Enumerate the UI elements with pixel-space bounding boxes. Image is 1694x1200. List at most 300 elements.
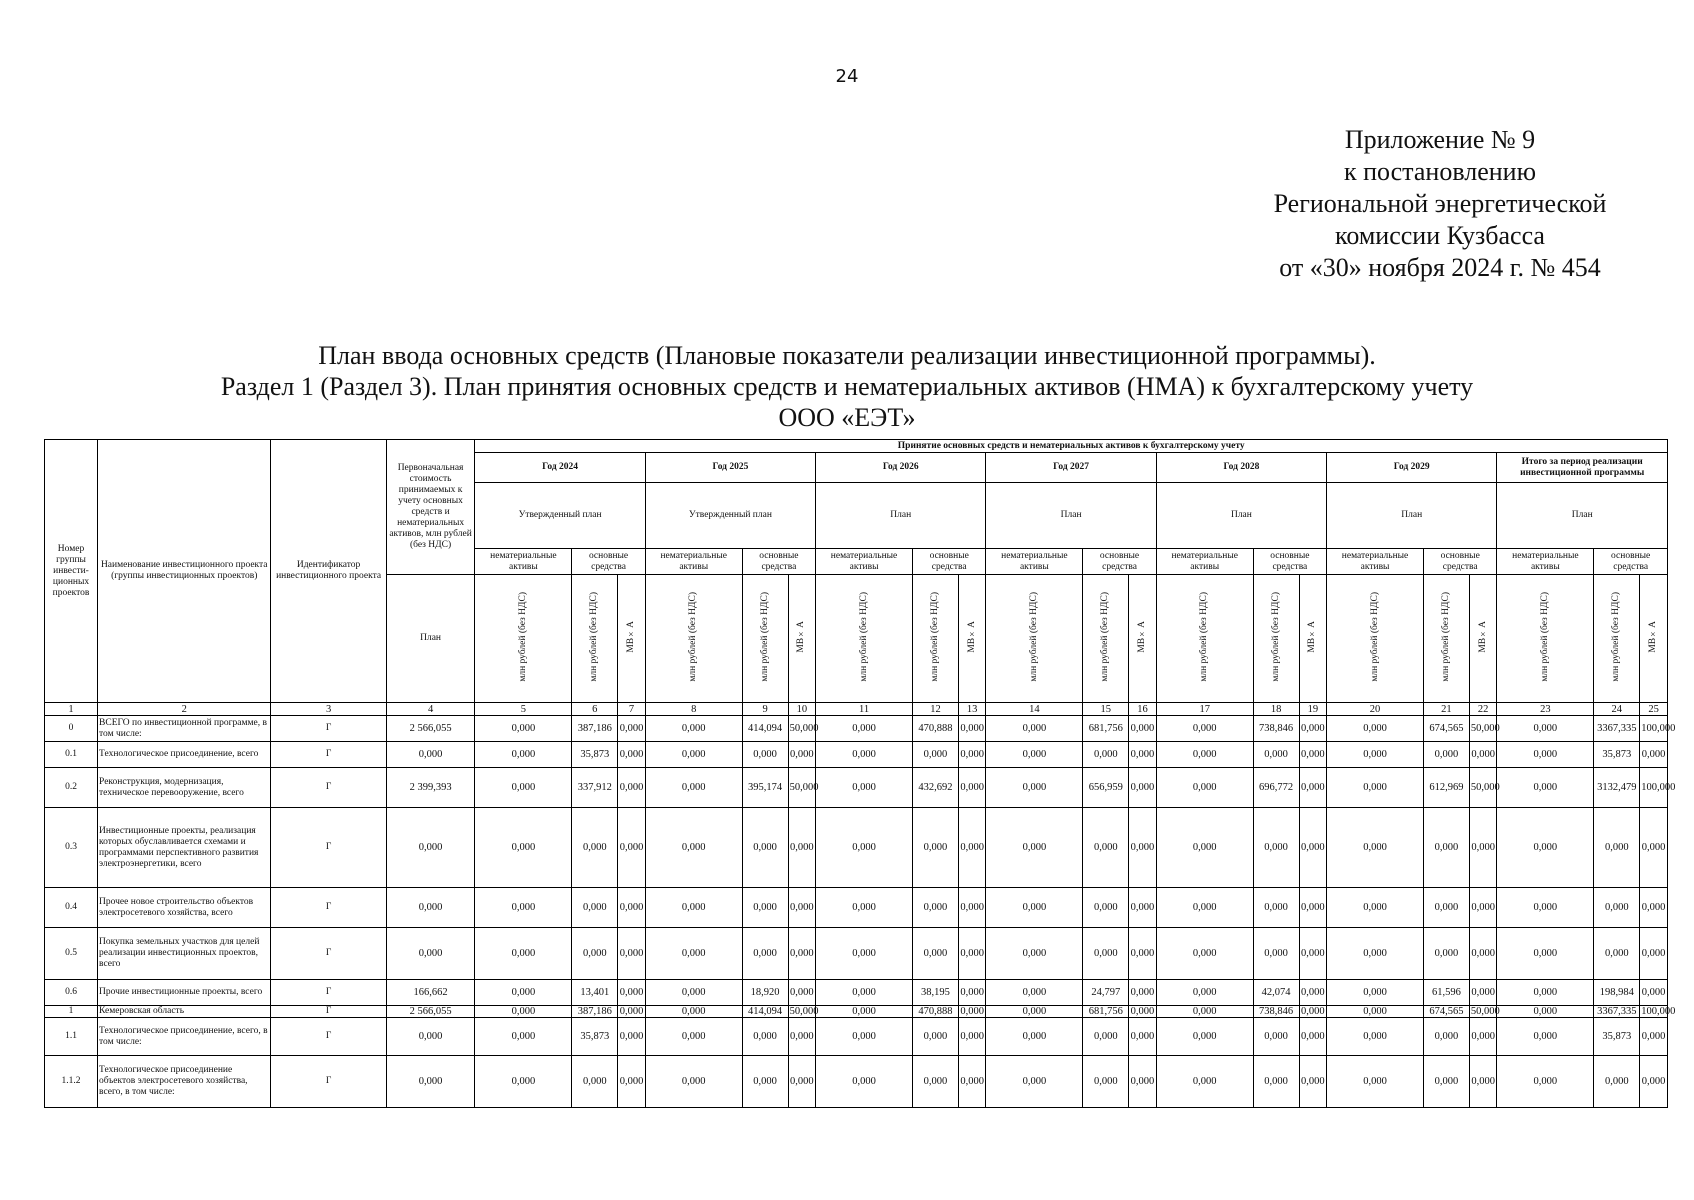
row-value: 0,000 [913,808,959,888]
row-value: 0,000 [1640,808,1668,888]
unit-label: МВ×А [626,620,636,653]
row-identifier: Г [271,980,386,1006]
header-year: Год 2025 [645,453,815,483]
unit-label: МВ×А [966,620,977,653]
row-value: 0,000 [742,1018,788,1056]
column-number: 10 [788,703,816,716]
row-value: 0,000 [1327,888,1424,928]
row-identifier: Г [271,768,386,808]
row-value: 0,000 [1083,742,1129,768]
row-value: 0,000 [1594,928,1640,980]
row-identifier: Г [271,808,386,888]
row-value: 337,912 [572,768,618,808]
header-year: Год 2024 [475,453,645,483]
table-row [45,768,1668,808]
header-project-id: Идентификатор инвестиционного проекта [271,440,386,703]
header-fixed-assets: основные средства [572,549,645,575]
header-intangible-assets: нематериальные активы [816,549,913,575]
title-line: План ввода основных средств (Плановые показатели реализации инвестиционной программы). [318,341,1376,370]
row-value: 0,000 [1301,1006,1325,1017]
header-unit-mva [958,575,986,703]
row-value: 0,000 [1156,1056,1253,1108]
row-value: 387,186 [572,716,618,742]
row-name: ВСЕГО по инвестиционной программе, в том числе: [98,716,271,742]
row-value: 0,000 [1253,1018,1299,1056]
row-value: 0,000 [618,1018,646,1056]
table-row [45,1018,1668,1056]
column-number: 25 [1640,703,1668,716]
row-value: 0,000 [1497,1056,1594,1108]
row-value: 0,000 [1423,1056,1469,1108]
table-row [45,928,1668,980]
unit-label: млн рублей (без НДС) [1539,591,1550,682]
row-value: 0,000 [618,716,646,742]
row-value: 0,000 [816,980,913,1006]
column-number: 14 [986,703,1083,716]
header-unit-mln [1083,575,1129,703]
row-value: 0,000 [619,1006,644,1017]
row-value: 198,984 [1594,980,1640,1006]
row-value: 100,000 [1640,716,1668,742]
row-number: 0 [45,716,98,742]
row-number: 1 [45,1006,98,1018]
page-number: 24 [835,66,859,87]
row-value: 0,000 [475,1056,572,1108]
row-value: 395,174 [742,768,788,808]
row-value: 0,000 [1299,768,1327,808]
header-unit-mln [1156,575,1253,703]
unit-label: млн рублей (без НДС) [759,591,770,682]
row-value: 0,000 [1156,888,1253,928]
column-number: 19 [1299,703,1327,716]
row-value: 0,000 [742,742,788,768]
row-value: 0,000 [1299,808,1327,888]
row-identifier: Г [271,742,386,768]
row-value: 0,000 [958,768,986,808]
row-value: 0,000 [958,808,986,888]
row-value: 0,000 [1423,928,1469,980]
row-number: 0.6 [45,980,98,1006]
row-number: 0.1 [45,742,98,768]
column-number: 3 [271,703,386,716]
header-unit-mva [1299,575,1327,703]
row-value: 0,000 [1423,888,1469,928]
header-unit-mln [572,575,618,703]
row-value: 0,000 [1327,980,1424,1006]
row-value: 0,000 [1497,1018,1594,1056]
unit-label: млн рублей (без НДС) [1440,591,1451,682]
header-plan-type: План [986,483,1156,549]
row-value: 24,797 [1083,980,1129,1006]
row-name: Технологическое присоединение, всего [98,742,271,768]
row-value: 50,000 [789,1006,819,1017]
header-intangible-assets: нематериальные активы [986,549,1083,575]
row-value: 0,000 [1640,1056,1668,1108]
row-value: 0,000 [1469,980,1497,1006]
row-initial-cost: 2 399,393 [386,768,475,808]
row-value: 0,000 [475,888,572,928]
unit-label: МВ×А [796,620,807,653]
row-identifier: Г [271,928,386,980]
row-value: 0,000 [572,928,618,980]
row-value: 0,000 [1327,716,1424,742]
column-number: 18 [1253,703,1299,716]
unit-label: млн рублей (без НДС) [688,591,699,682]
row-value: 0,000 [1327,808,1424,888]
header-unit-mln [1497,575,1594,703]
table-row [45,888,1668,928]
row-value: 0,000 [788,980,816,1006]
header-plan-type: План [1497,483,1668,549]
column-number: 21 [1423,703,1469,716]
row-value: 3367,335 [1594,716,1640,742]
row-value: 0,000 [816,1018,913,1056]
row-value: 38,195 [913,980,959,1006]
row-value: 0,000 [1594,808,1640,888]
row-value: 0,000 [1423,742,1469,768]
row-value: 0,000 [1129,742,1157,768]
row-value: 696,772 [1253,768,1299,808]
row-value: 0,000 [1299,888,1327,928]
row-value: 0,000 [986,768,1083,808]
header-year: Итого за период реализации инвестиционной программы [1497,453,1668,483]
row-value: 50,000 [788,716,816,742]
row-value: 0,000 [475,742,572,768]
row-value: 0,000 [1469,928,1497,980]
row-number: 0.4 [45,888,98,928]
header-acceptance: Принятие основных средств и нематериальных активов к бухгалтерскому учету [475,440,1668,453]
row-value: 0,000 [1156,980,1253,1006]
row-name: Технологическое присоединение, всего, в том числе: [98,1018,271,1056]
table-row [45,808,1668,888]
row-value: 0,000 [1469,1056,1497,1108]
row-name: Реконструкция, модернизация, техническое перевооружение, всего [98,768,271,808]
row-value: 0,000 [788,1056,816,1108]
row-value: 0,000 [1497,808,1594,888]
row-value: 35,873 [1594,1018,1640,1056]
row-value: 0,000 [1156,1006,1253,1018]
row-value: 0,000 [788,742,816,768]
column-number: 13 [958,703,986,716]
column-number: 6 [572,703,618,716]
appendix-line: Региональной энергетической [1273,189,1607,218]
row-value: 0,000 [1497,928,1594,980]
header-unit-mln [816,575,913,703]
header-unit-mln [475,575,572,703]
header-unit-mva [1469,575,1497,703]
row-value: 0,000 [1497,1006,1594,1018]
row-value: 0,000 [788,888,816,928]
header-year: Год 2026 [816,453,986,483]
unit-label: млн рублей (без НДС) [858,591,869,682]
row-value: 0,000 [1640,928,1668,980]
row-value: 0,000 [1083,808,1129,888]
row-identifier: Г [271,1056,386,1108]
row-value: 0,000 [1423,1018,1469,1056]
row-initial-cost: 0,000 [386,808,475,888]
row-value: 674,565 [1423,1006,1469,1018]
column-number: 17 [1156,703,1253,716]
row-value: 0,000 [572,1056,618,1108]
row-value: 0,000 [645,1056,742,1108]
row-value: 0,000 [1594,1056,1640,1108]
row-value: 0,000 [1640,1018,1668,1056]
row-value: 0,000 [986,980,1083,1006]
row-value: 0,000 [1129,1018,1157,1056]
header-plan-type: Утвержденный план [475,483,645,549]
row-initial-cost: 0,000 [386,928,475,980]
row-value: 0,000 [1156,742,1253,768]
row-value: 0,000 [475,808,572,888]
row-value: 0,000 [1423,808,1469,888]
row-value: 0,000 [1497,888,1594,928]
row-value: 432,692 [913,768,959,808]
row-value: 0,000 [1129,1056,1157,1108]
row-value: 0,000 [958,928,986,980]
row-value: 0,000 [645,768,742,808]
row-initial-cost: 0,000 [386,888,475,928]
investment-plan-table [44,439,1676,1108]
row-initial-cost: 0,000 [386,1056,475,1108]
row-identifier: Г [271,888,386,928]
row-value: 0,000 [1156,1018,1253,1056]
header-unit-mln [1594,575,1640,703]
row-identifier: Г [271,1006,386,1018]
row-value: 0,000 [645,808,742,888]
row-value: 50,000 [1470,1006,1500,1017]
header-intangible-assets: нематериальные активы [1327,549,1424,575]
row-value: 0,000 [1253,742,1299,768]
appendix-block [1240,124,1640,284]
row-value: 0,000 [1469,1018,1497,1056]
row-value: 0,000 [913,888,959,928]
row-value: 0,000 [986,1018,1083,1056]
row-value: 0,000 [1253,888,1299,928]
row-value: 0,000 [913,928,959,980]
column-number: 8 [645,703,742,716]
column-number: 22 [1469,703,1497,716]
document-title [0,340,1694,433]
row-value: 0,000 [1129,768,1157,808]
row-value: 0,000 [1469,808,1497,888]
row-value: 0,000 [1299,716,1327,742]
unit-label: МВ×А [1307,620,1318,653]
row-name: Технологическое присоединение объектов электросетевого хозяйства, всего, в том числе: [98,1056,271,1108]
title-line: Раздел 1 (Раздел 3). План принятия основных средств и нематериальных активов (НМА) к бухгалтерскому учету [220,372,1474,401]
row-value: 0,000 [1640,742,1668,768]
row-value: 0,000 [1083,928,1129,980]
row-value: 0,000 [1497,768,1594,808]
row-value: 0,000 [986,888,1083,928]
header-intangible-assets: нематериальные активы [1497,549,1594,575]
row-value: 0,000 [1253,1056,1299,1108]
row-value: 414,094 [742,1006,788,1018]
row-value: 3367,335 [1594,1006,1640,1018]
row-value: 0,000 [645,980,742,1006]
table-row [45,1006,1668,1018]
row-value: 0,000 [742,1056,788,1108]
row-value: 0,000 [1327,1006,1424,1018]
row-number: 1.1 [45,1018,98,1056]
row-value: 0,000 [742,808,788,888]
header-plan: План [386,575,475,703]
header-project-name: Наименование инвестиционного проекта (группы инвестиционных проектов) [98,440,271,703]
row-value: 0,000 [475,928,572,980]
row-value: 0,000 [742,928,788,980]
row-value: 0,000 [958,888,986,928]
row-value: 0,000 [1497,980,1594,1006]
row-value: 0,000 [618,888,646,928]
row-identifier: Г [271,716,386,742]
header-unit-mln [645,575,742,703]
table-row [45,716,1668,742]
table-row [45,1056,1668,1108]
row-name: Прочие инвестиционные проекты, всего [98,980,271,1006]
row-value: 0,000 [1129,980,1157,1006]
row-value: 0,000 [986,928,1083,980]
row-initial-cost: 166,662 [386,980,475,1006]
row-value: 0,000 [742,888,788,928]
header-intangible-assets: нематериальные активы [645,549,742,575]
row-value: 0,000 [958,716,986,742]
column-number: 12 [913,703,959,716]
appendix-line: комиссии Кузбасса [1335,221,1545,250]
row-value: 0,000 [986,808,1083,888]
row-value: 0,000 [816,928,913,980]
header-fixed-assets: основные средства [1594,549,1668,575]
row-value: 50,000 [788,768,816,808]
row-value: 0,000 [645,928,742,980]
header-fixed-assets: основные средства [742,549,815,575]
header-initial-cost: Первоначальная стоимость принимаемых к учету основных средств и нематериальных активов, млн рублей (без НДС) [386,440,475,575]
row-value: 35,873 [1594,742,1640,768]
row-name: Инвестиционные проекты, реализация которых обуславливается схемами и программами перспективного развития электроэнергетики, всего [98,808,271,888]
header-unit-mln [1423,575,1469,703]
row-value: 0,000 [1469,888,1497,928]
row-value: 0,000 [1469,742,1497,768]
unit-label: млн рублей (без НДС) [589,591,600,682]
table-container [44,439,1676,1108]
row-value: 0,000 [816,716,913,742]
row-value: 0,000 [645,742,742,768]
unit-label: млн рублей (без НДС) [1199,591,1210,682]
row-value: 50,000 [1469,768,1497,808]
row-value: 0,000 [816,1006,913,1018]
header-unit-mln [742,575,788,703]
row-value: 0,000 [1083,888,1129,928]
table-row [45,742,1668,768]
row-value: 681,756 [1083,1006,1129,1018]
row-value: 35,873 [572,742,618,768]
row-value: 18,920 [742,980,788,1006]
header-plan-type: План [1327,483,1497,549]
row-value: 35,873 [572,1018,618,1056]
header-intangible-assets: нематериальные активы [1156,549,1253,575]
row-value: 0,000 [1299,928,1327,980]
row-value: 0,000 [618,768,646,808]
column-number: 24 [1594,703,1640,716]
header-unit-mln [1327,575,1424,703]
row-initial-cost: 2 566,055 [386,1006,475,1018]
row-value: 0,000 [475,1006,572,1018]
row-value: 0,000 [1129,888,1157,928]
row-value: 0,000 [788,928,816,980]
row-value: 0,000 [986,716,1083,742]
row-value: 0,000 [475,716,572,742]
header-plan-type: План [816,483,986,549]
row-value: 0,000 [816,768,913,808]
header-fixed-assets: основные средства [1423,549,1496,575]
header-unit-mva [1129,575,1157,703]
row-value: 0,000 [1083,1018,1129,1056]
row-value: 0,000 [1594,888,1640,928]
appendix-line: от «30» ноября 2024 г. № 454 [1279,253,1601,282]
row-value: 0,000 [1299,1018,1327,1056]
row-initial-cost: 0,000 [386,742,475,768]
header-unit-mln [986,575,1083,703]
header-unit-mln [1253,575,1299,703]
row-name: Кемеровская область [98,1006,271,1018]
column-number: 7 [618,703,646,716]
unit-label: МВ×А [1648,620,1659,653]
row-number: 0.3 [45,808,98,888]
row-value: 0,000 [1083,1056,1129,1108]
row-value: 414,094 [742,716,788,742]
row-value: 0,000 [1156,928,1253,980]
title-line: ООО «ЕЭТ» [778,403,916,432]
row-value: 0,000 [1497,716,1594,742]
row-value: 0,000 [1129,716,1157,742]
header-fixed-assets: основные средства [1253,549,1326,575]
row-value: 0,000 [1640,888,1668,928]
row-value: 681,756 [1083,716,1129,742]
header-intangible-assets: нематериальные активы [475,549,572,575]
row-value: 470,888 [913,1006,959,1018]
row-value: 0,000 [1156,808,1253,888]
row-value: 0,000 [913,1018,959,1056]
row-number: 0.5 [45,928,98,980]
column-numbers-row [45,703,1668,716]
row-number: 0.2 [45,768,98,808]
row-value: 0,000 [913,742,959,768]
row-value: 0,000 [958,742,986,768]
row-value: 0,000 [816,808,913,888]
header-group-number: Номер группы инвести-ционных проектов [45,440,98,703]
row-value: 0,000 [1327,1018,1424,1056]
column-number: 15 [1083,703,1129,716]
row-value: 0,000 [1253,808,1299,888]
row-value: 0,000 [645,1018,742,1056]
row-value: 0,000 [788,808,816,888]
row-value: 50,000 [1469,716,1497,742]
unit-label: млн рублей (без НДС) [1369,591,1380,682]
row-value: 42,074 [1253,980,1299,1006]
header-plan-type: План [1156,483,1326,549]
row-value: 61,596 [1423,980,1469,1006]
header-year: Год 2029 [1327,453,1497,483]
header-fixed-assets: основные средства [913,549,986,575]
row-value: 0,000 [1640,980,1668,1006]
unit-label: МВ×А [1136,620,1147,653]
row-value: 738,846 [1253,716,1299,742]
row-value: 0,000 [958,1018,986,1056]
row-value: 0,000 [986,1006,1083,1018]
row-value: 0,000 [816,888,913,928]
row-value: 0,000 [1327,1056,1424,1108]
unit-label: млн рублей (без НДС) [929,591,940,682]
row-value: 0,000 [475,768,572,808]
column-number: 9 [742,703,788,716]
